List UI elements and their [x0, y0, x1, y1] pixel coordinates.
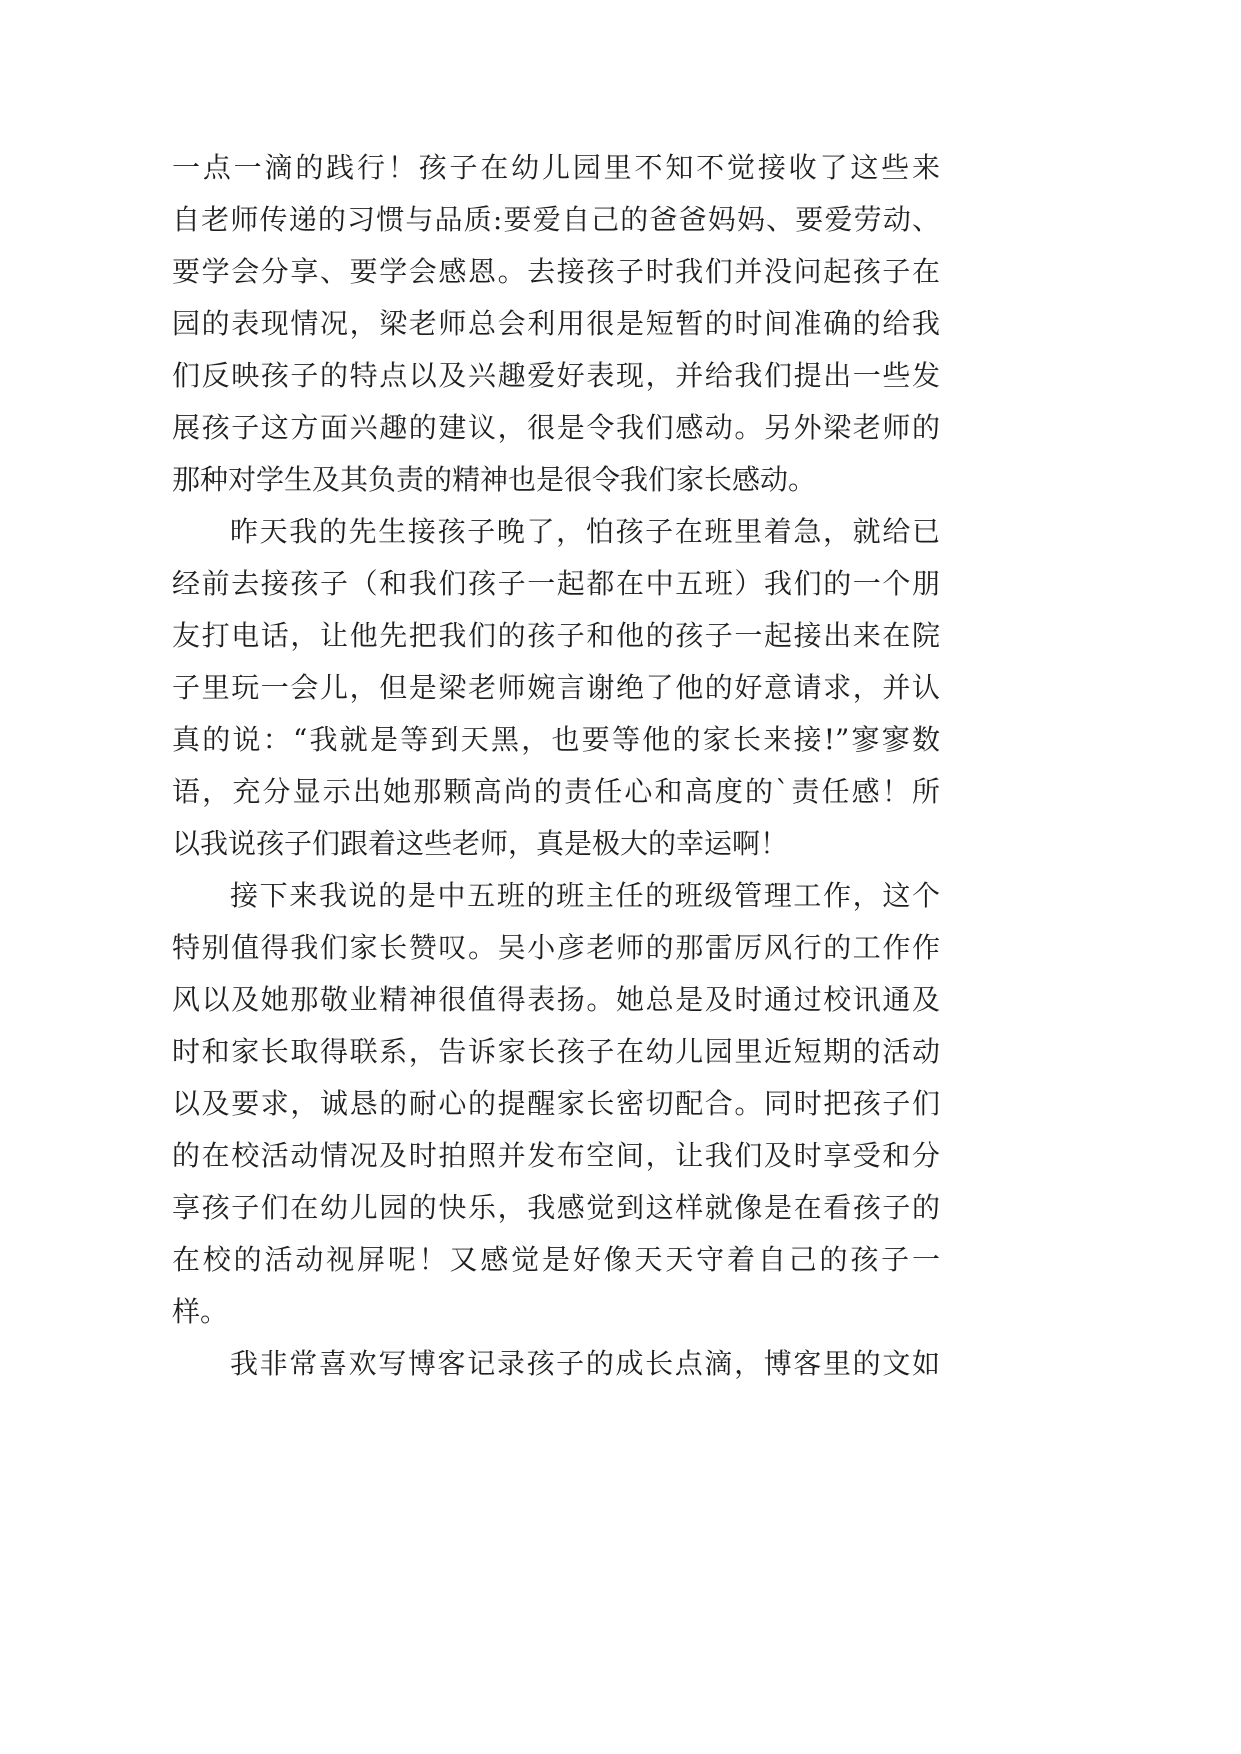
text-line: 风以及她那敬业精神很值得表扬。她总是及时通过校讯通及 [172, 983, 940, 1016]
text-line: 特别值得我们家长赞叹。吴小彦老师的那雷厉风行的工作作 [172, 931, 940, 964]
text-line: 真的说：“我就是等到天黑，也要等他的家长来接!”寥寥数 [172, 723, 940, 756]
text-line: 样。 [172, 1295, 229, 1328]
text-line: 要学会分享、要学会感恩。去接孩子时我们并没问起孩子在 [172, 255, 940, 288]
text-line: 经前去接孩子（和我们孩子一起都在中五班）我们的一个朋 [172, 567, 940, 600]
text-line: 一点一滴的践行！孩子在幼儿园里不知不觉接收了这些来 [172, 151, 940, 184]
text-line: 们反映孩子的特点以及兴趣爱好表现，并给我们提出一些发 [172, 359, 940, 392]
text-line: 友打电话，让他先把我们的孩子和他的孩子一起接出来在院 [172, 619, 940, 652]
text-line: 以我说孩子们跟着这些老师，真是极大的幸运啊！ [172, 827, 789, 860]
paragraph [172, 506, 940, 870]
text-line: 的在校活动情况及时拍照并发布空间，让我们及时享受和分 [172, 1139, 940, 1172]
text-line: 在校的活动视屏呢！又感觉是好像天天守着自己的孩子一 [172, 1243, 940, 1276]
paragraph [172, 1338, 940, 1390]
paragraph [172, 142, 940, 506]
text-line: 时和家长取得联系，告诉家长孩子在幼儿园里近短期的活动 [172, 1035, 940, 1068]
text-line: 语，充分显示出她那颗高尚的责任心和高度的`责任感！所 [172, 775, 940, 808]
text-line: 接下来我说的是中五班的班主任的班级管理工作，这个 [230, 879, 940, 912]
paragraph [172, 870, 940, 1338]
text-line: 展孩子这方面兴趣的建议，很是令我们感动。另外梁老师的 [172, 411, 940, 444]
text-line: 昨天我的先生接孩子晚了，怕孩子在班里着急，就给已 [230, 515, 940, 548]
text-line: 那种对学生及其负责的精神也是很令我们家长感动。 [172, 463, 817, 496]
text-line: 子里玩一会儿，但是梁老师婉言谢绝了他的好意请求，并认 [172, 671, 940, 704]
text-line: 自老师传递的习惯与品质:要爱自己的爸爸妈妈、要爱劳动、 [172, 203, 940, 236]
text-line: 园的表现情况，梁老师总会利用很是短暂的时间准确的给我 [172, 307, 940, 340]
text-line: 以及要求，诚恳的耐心的提醒家长密切配合。同时把孩子们 [172, 1087, 940, 1120]
text-line: 我非常喜欢写博客记录孩子的成长点滴，博客里的文如 [230, 1347, 940, 1380]
text-line: 享孩子们在幼儿园的快乐，我感觉到这样就像是在看孩子的 [172, 1191, 940, 1224]
document-body [172, 142, 940, 1390]
